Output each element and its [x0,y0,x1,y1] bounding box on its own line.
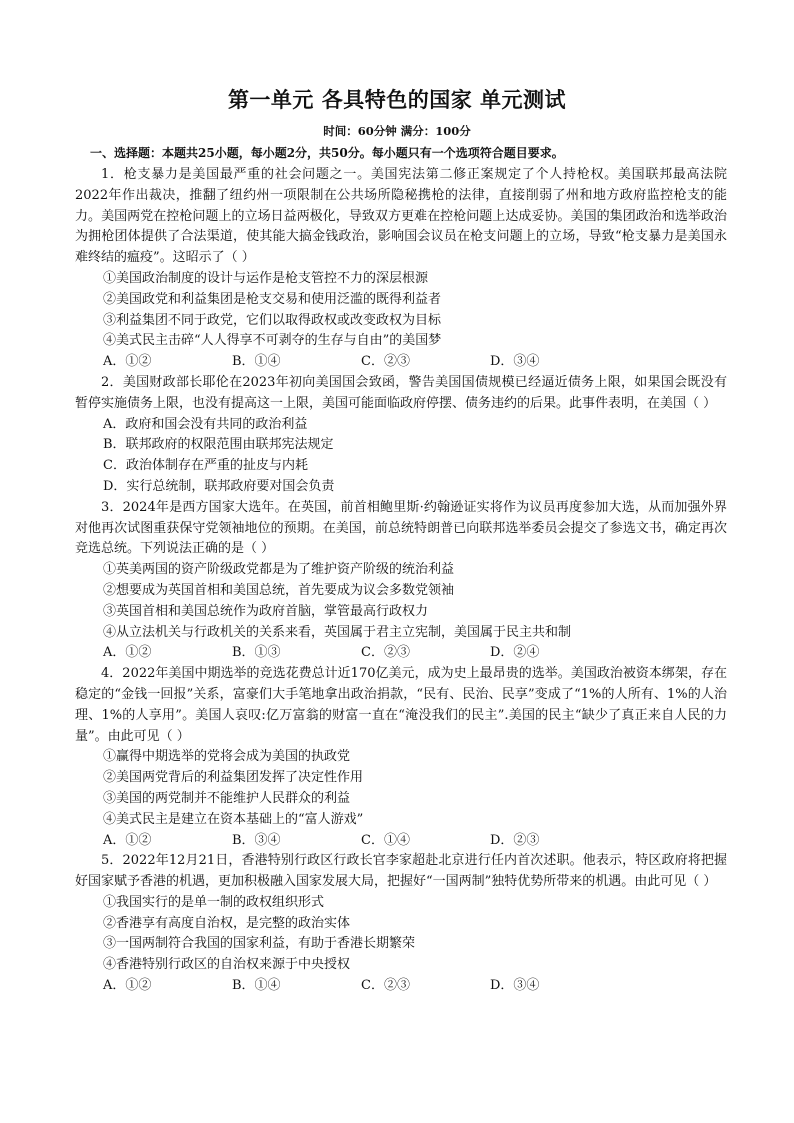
choice-d: D．②④ [490,645,540,661]
statement-option: ③英国首相和美国总统作为政府首脑，掌管最高行政权力 [103,603,429,619]
choice-b: B．联邦政府的权限范围由联邦宪法规定 [103,437,334,453]
choice-d: D．②③ [490,832,540,848]
choice-c: C．②③ [361,978,410,994]
choice-c: C．政治体制存在严重的扯皮与内耗 [103,458,308,474]
choice-a: A．①② [103,645,152,661]
statement-option: ①英美两国的资产阶级政党都是为了维护资产阶级的统治利益 [103,562,455,578]
choice-a: A．政府和国会没有共同的政治利益 [103,416,308,432]
question-2 [75,373,727,498]
statement-option: ③美国的两党制并不能维护人民群众的利益 [103,790,351,806]
answer-choices [103,643,727,664]
statement-option: ④美式民主是建立在资本基础上的“富人游戏” [103,811,364,827]
choice-d: D．③④ [490,354,540,370]
question-3 [75,498,727,664]
question-4 [75,664,727,851]
choice-a: A．①② [103,832,152,848]
page-title: 第一单元 各具特色的国家 单元测试 [227,88,567,112]
question-list [75,165,727,997]
choice-a: A．①② [103,354,152,370]
statement-option: ②美国政党和利益集团是枪支交易和使用泛滥的既得利益者 [103,291,442,307]
choice-d: D．实行总统制，联邦政府要对国会负责 [103,478,335,494]
statement-option: ④香港特别行政区的自治权来源于中央授权 [103,957,351,973]
statement-option: ②香港享有高度自治权，是完整的政治实体 [103,915,351,931]
choice-c: C．②③ [361,645,410,661]
exam-meta: 时间：60分钟 满分：100分 [323,124,471,138]
choice-a: A．①② [103,978,152,994]
answer-choices [103,831,727,852]
question-stem: 1．枪支暴力是美国最严重的社会问题之一。美国宪法第二修正案规定了个人持枪权。美国联邦最高法院2022年作出裁决，推翻了纽约州一项限制在公共场所隐秘携枪的法律，直接削弱了州和地方政府监控枪支的能力。美国两党在控枪问题上的立场日益两极化，导致双方更难在控枪问题上达成妥协。美国的集团政治和选举政治为拥枪团体提供了合法渠道，使其能大搞金钱政治，影响国会议员在枪支问题上的立场，导致“枪支暴力是美国永难终结的瘟疫”。这昭示了（ ） [75,167,727,266]
statement-option: ③利益集团不同于政党，它们以取得政权或改变政权为目标 [103,312,442,328]
question-1 [75,165,727,373]
answer-choices [103,976,727,997]
choice-c: C．①④ [361,832,410,848]
statement-option: ①赢得中期选举的党将会成为美国的执政党 [103,749,351,765]
choice-b: B．①③ [232,645,281,661]
statement-option: ①我国实行的是单一制的政权组织形式 [103,894,325,910]
question-stem: 4．2022年美国中期选举的竞选花费总计近170亿美元，成为史上最昂贵的选举。美国政治被资本绑架，存在稳定的“金钱一回报”关系，富豪们大手笔地拿出政治捐款，“民有、民治、民享”变成了“1%的人所有、1%的人治理、1%的人享用”。美国人哀叹:亿万富翁的财富一直在“淹没我们的民主”.美国的民主“缺少了真正来自人民的力量”。由此可见（ ） [75,666,727,744]
choice-b: B．③④ [232,832,281,848]
question-stem: 3．2024年是西方国家大选年。在英国，前首相鲍里斯·约翰逊证实将作为议员再度参加大选，从而加强外界对他再次试图重获保守党领袖地位的预期。在美国，前总统特朗普已向联邦选举委员会提交了参选文书，确定再次竞选总统。下列说法正确的是（ ） [75,499,727,557]
statement-option: ②想要成为英国首相和美国总统，首先要成为议会多数党领袖 [103,582,455,598]
question-stem: 2．美国财政部长耶伦在2023年初向美国国会致函，警告美国国债规模已经逼近债务上限，如果国会既没有暂停实施债务上限，也没有提高这一上限，美国可能面临政府停摆、债务违约的后果。此事件表明，在美国（ ） [75,374,727,411]
statement-option: ④美式民主击碎“人人得享不可剥夺的生存与自由”的美国梦 [103,333,442,349]
statement-option: ②美国两党背后的利益集团发挥了决定性作用 [103,770,364,786]
choice-c: C．②③ [361,354,410,370]
choice-d: D．③④ [490,978,540,994]
answer-choices [103,352,727,373]
question-5 [75,851,727,997]
choice-b: B．①④ [232,978,281,994]
statement-option: ④从立法机关与行政机关的关系来看，英国属于君主立宪制，美国属于民主共和制 [103,624,572,640]
statement-option: ①美国政治制度的设计与运作是枪支管控不力的深层根源 [103,270,429,286]
choice-b: B．①④ [232,354,281,370]
statement-option: ③一国两制符合我国的国家利益，有助于香港长期繁荣 [103,936,416,952]
question-stem: 5．2022年12月21日，香港特别行政区行政长官李家超赴北京进行任内首次述职。他表示，特区政府将把握好国家赋予香港的机遇，更加积极融入国家发展大局，把握好“一国两制”独特优势所带来的机遇。由此可见（ ） [75,853,727,890]
section-instructions: 一、选择题：本题共25小题，每小题2分，共50分。每小题只有一个选项符合题目要求。 [90,146,564,160]
